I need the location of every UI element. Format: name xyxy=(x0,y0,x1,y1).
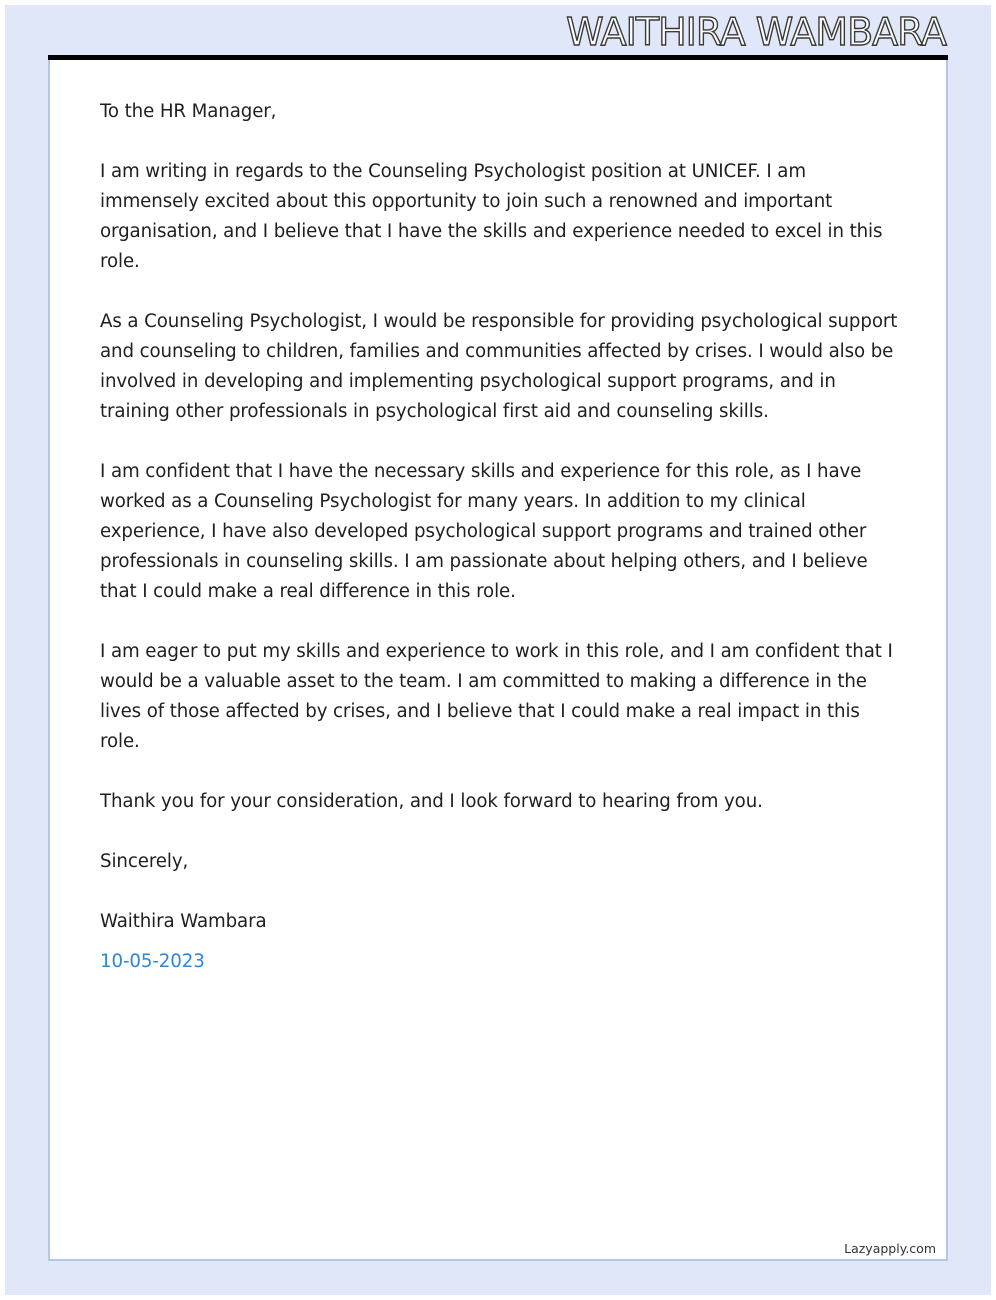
signature: Waithira Wambara xyxy=(100,911,267,932)
footer-watermark: Lazyapply.com xyxy=(844,1241,936,1256)
letter-date: 10-05-2023 xyxy=(100,951,205,972)
paragraph-3: I am confident that I have the necessary skills and experience for this role, as I have worked as a Counseling Psychologist for many years. In addition to my clinical experience, I have also developed psychological support programs and trained other professionals in counseling skills. I am passionate about helping others, and I believe that I could make a real difference in this role. xyxy=(100,461,868,602)
paragraph-2: As a Counseling Psychologist, I would be responsible for providing psychological support and counseling to children, families and communities affected by crises. I would also be involved in developing and implementing psychological support programs, and in training other professionals in psychological first aid and counseling skills. xyxy=(100,311,898,422)
closing: Sincerely, xyxy=(100,851,189,872)
letter-page xyxy=(48,60,948,1261)
paragraph-5: Thank you for your consideration, and I look forward to hearing from you. xyxy=(100,791,763,812)
salutation: To the HR Manager, xyxy=(100,101,277,122)
letter-body xyxy=(100,97,900,1007)
paragraph-1: I am writing in regards to the Counseling Psychologist position at UNICEF. I am immensely excited about this opportunity to join such a renowned and important organisation, and I believe that I have the skills and experience needed to excel in this role. xyxy=(100,161,883,272)
paragraph-4: I am eager to put my skills and experience to work in this role, and I am confident that I would be a valuable asset to the team. I am committed to making a difference in the lives of those affected by crises, and I believe that I could make a real impact in this role. xyxy=(100,641,893,752)
applicant-name-header: WAITHIRA WAMBARA xyxy=(566,10,946,54)
